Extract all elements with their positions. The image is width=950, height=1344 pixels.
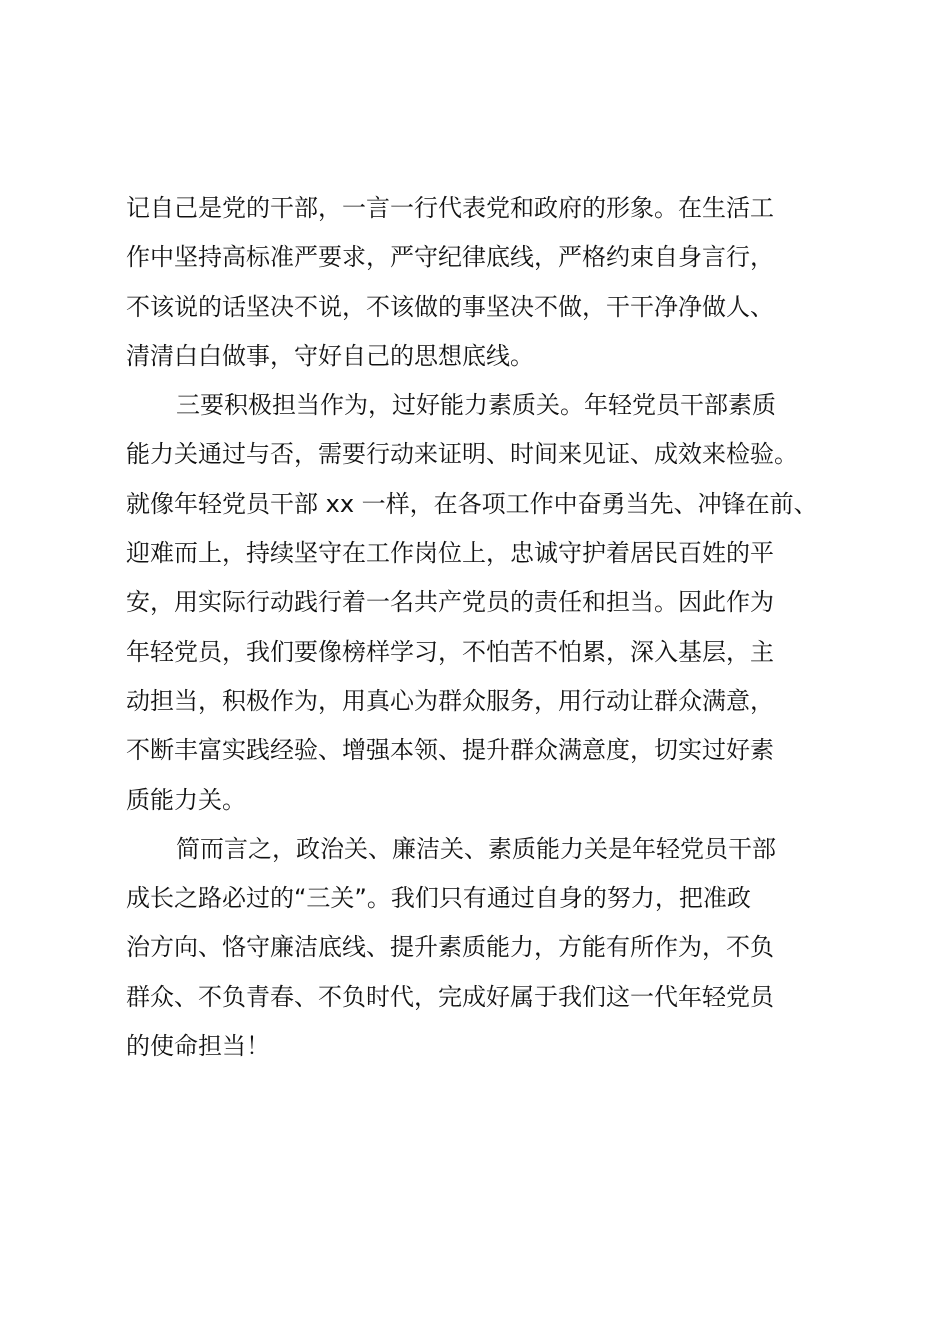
text-line: 不该说的话坚决不说，不该做的事坚决不做，干干净净做人、 [126,292,774,321]
text-line: 成长之路必过的“三关”。我们只有通过自身的努力，把准政 [126,884,751,913]
text-line: 群众、不负青春、不负时代，完成好属于我们这一代年轻党员 [126,982,774,1011]
text-line: 的使命担当！ [126,1032,270,1061]
text-line: 质能力关。 [126,785,246,814]
text-line: 清清白白做事，守好自己的思想底线。 [126,341,534,370]
body-text [126,184,846,1071]
text-line: 作中坚持高标准严要求，严守纪律底线，严格约束自身言行， [126,243,774,272]
text-line: 迎难而上，持续坚守在工作岗位上，忠诚守护着居民百姓的平 [126,539,774,568]
text-line: 动担当，积极作为，用真心为群众服务，用行动让群众满意， [126,686,774,715]
text-line: 记自己是党的干部，一言一行代表党和政府的形象。在生活工 [126,194,774,222]
text-line: 不断丰富实践经验、增强本领、提升群众满意度，切实过好素 [126,736,774,765]
text-line: 能力关通过与否，需要行动来证明、时间来见证、成效来检验。 [126,440,798,469]
text-line: 治方向、恪守廉洁底线、提升素质能力，方能有所作为，不负 [126,933,774,962]
text-line: 年轻党员，我们要像榜样学习，不怕苦不怕累，深入基层，主 [126,637,774,666]
text-line: 就像年轻党员干部 xx 一样，在各项工作中奋勇当先、冲锋在前、 [126,489,818,518]
paragraph-first-line: 简而言之，政治关、廉洁关、素质能力关是年轻党员干部 [176,834,776,863]
text-line: 安，用实际行动践行着一名共产党员的责任和担当。因此作为 [126,588,774,617]
paragraph-first-line: 三要积极担当作为，过好能力素质关。年轻党员干部素质 [176,391,776,420]
